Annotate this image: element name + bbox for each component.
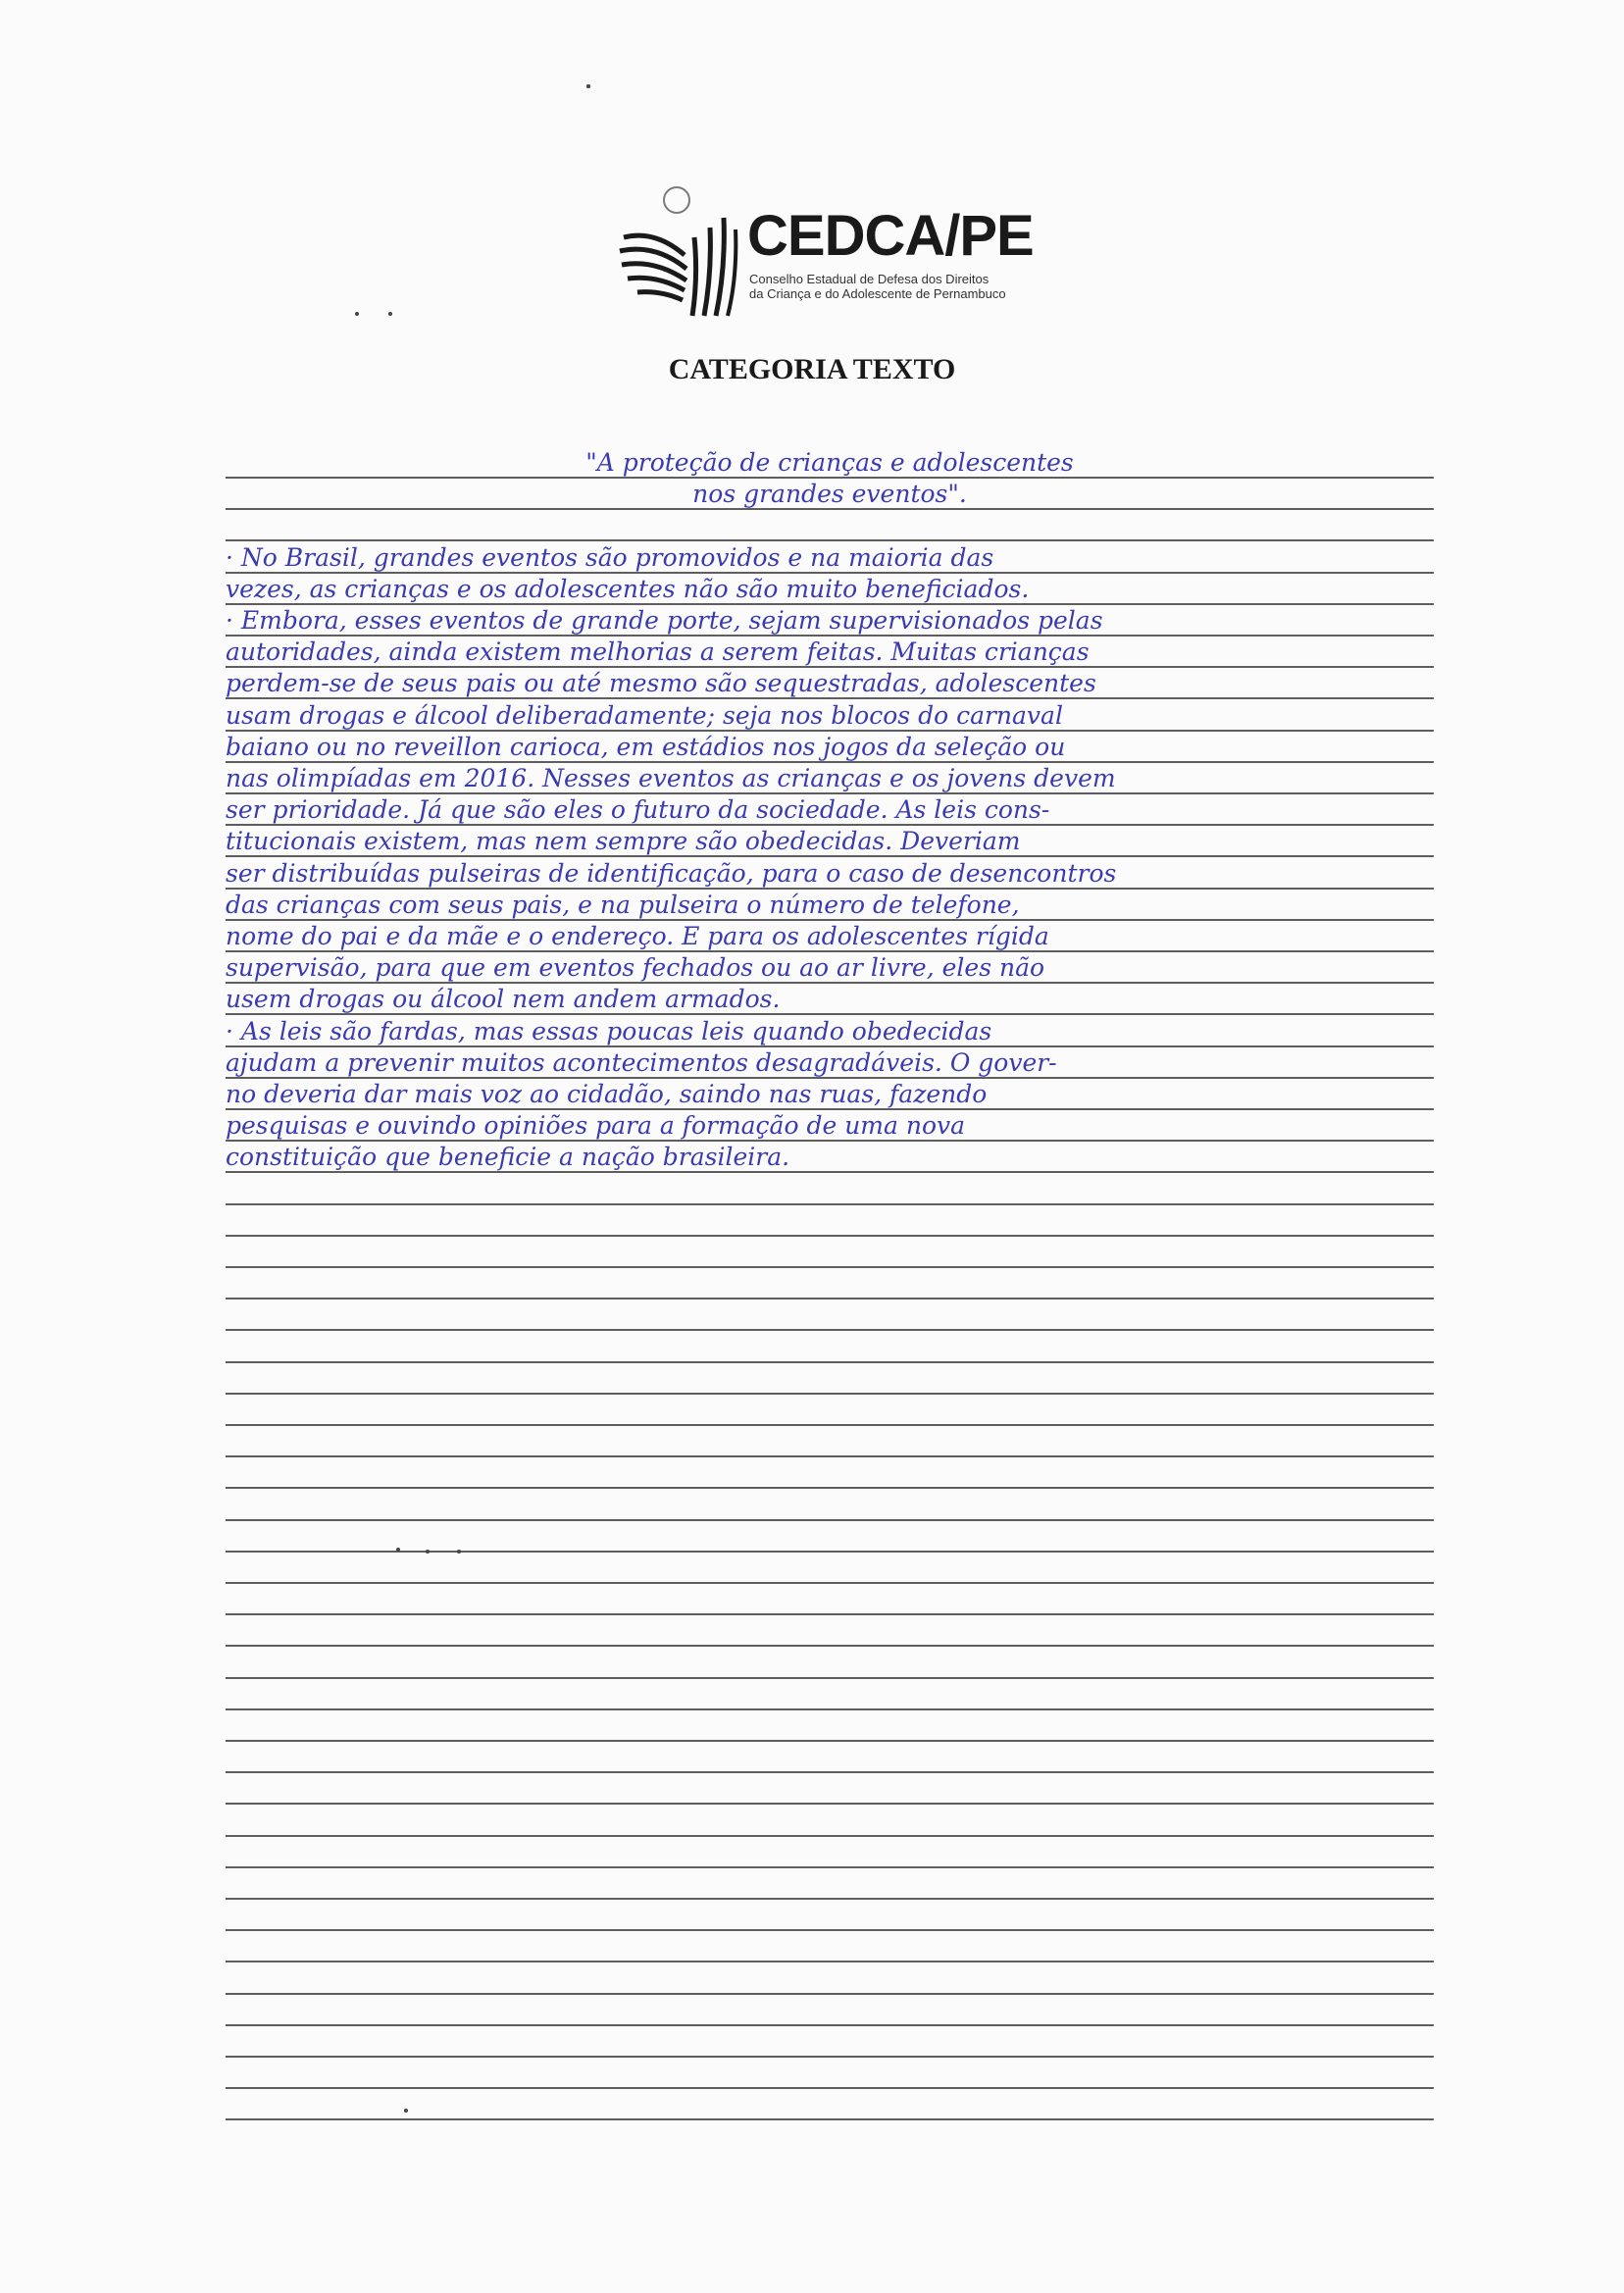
ruled-line bbox=[226, 1835, 1434, 1837]
ruled-line bbox=[226, 1708, 1434, 1710]
essay-text-line: · No Brasil, grandes eventos são promovidos e na maioria das bbox=[226, 543, 994, 572]
ruled-line bbox=[226, 1235, 1434, 1237]
ruled-line bbox=[226, 1455, 1434, 1457]
essay-text-line: constituição que beneficie a nação brasileira. bbox=[226, 1143, 790, 1171]
essay-title-line: nos grandes eventos". bbox=[692, 480, 967, 508]
logo-name: CEDCA/PE bbox=[747, 204, 1034, 268]
essay-text-line: baiano ou no reveillon carioca, em estádios nos jogos da seleção ou bbox=[226, 733, 1066, 761]
scan-speck bbox=[457, 1550, 461, 1554]
essay-text-line: usem drogas ou álcool nem andem armados. bbox=[226, 985, 781, 1013]
ruled-line bbox=[226, 1298, 1434, 1299]
cedca-emblem-icon bbox=[616, 178, 743, 326]
ruled-line bbox=[226, 1803, 1434, 1805]
ruled-line bbox=[226, 1424, 1434, 1426]
ruled-line bbox=[226, 2087, 1434, 2089]
essay-text-line: usam drogas e álcool deliberadamente; seja nos blocos do carnaval bbox=[226, 701, 1063, 730]
scan-speck bbox=[388, 312, 392, 316]
category-heading: CATEGORIA TEXTO bbox=[668, 353, 956, 385]
ruled-line bbox=[226, 1487, 1434, 1489]
ruled-line bbox=[226, 1993, 1434, 1995]
essay-text-line: pesquisas e ouvindo opiniões para a formação de uma nova bbox=[226, 1111, 966, 1140]
essay-text-line: nome do pai e da mãe e o endereço. E para os adolescentes rígida bbox=[226, 922, 1049, 950]
ruled-line bbox=[226, 2024, 1434, 2026]
essay-text-line: ser distribuídas pulseiras de identificação, para o caso de desencontros bbox=[226, 859, 1117, 888]
scan-speck bbox=[355, 312, 359, 316]
logo-subtitle-line-1: Conselho Estadual de Defesa dos Direitos bbox=[749, 272, 990, 286]
scan-speck bbox=[586, 84, 590, 88]
ruled-line bbox=[226, 1551, 1434, 1553]
essay-text-line: no deveria dar mais voz ao cidadão, saindo nas ruas, fazendo bbox=[226, 1080, 988, 1108]
ruled-line bbox=[226, 1740, 1434, 1742]
ruled-line bbox=[226, 1519, 1434, 1521]
essay-text-line: nas olimpíadas em 2016. Nesses eventos as crianças e os jovens devem bbox=[226, 764, 1116, 792]
essay-text-line: autoridades, ainda existem melhorias a serem feitas. Muitas crianças bbox=[226, 637, 1090, 666]
logo-subtitle-line-2: da Criança e do Adolescente de Pernambuco bbox=[749, 286, 1006, 301]
ruled-line bbox=[226, 1393, 1434, 1395]
ruled-line bbox=[226, 1203, 1434, 1205]
essay-text-line: ser prioridade. Já que são eles o futuro da sociedade. As leis cons- bbox=[226, 795, 1050, 824]
ruled-line bbox=[226, 1866, 1434, 1868]
ruled-line bbox=[226, 1898, 1434, 1900]
scan-speck bbox=[404, 2109, 408, 2113]
ruled-line bbox=[226, 1645, 1434, 1647]
essay-text-line: ajudam a prevenir muitos acontecimentos desagradáveis. O gover- bbox=[226, 1048, 1057, 1077]
ruled-line bbox=[226, 1961, 1434, 1962]
scan-speck bbox=[396, 1548, 400, 1552]
ruled-line bbox=[226, 2118, 1434, 2120]
ruled-line bbox=[226, 1266, 1434, 1268]
ruled-line bbox=[226, 1677, 1434, 1679]
logo-subtitle bbox=[749, 272, 1043, 301]
essay-text-line: · Embora, esses eventos de grande porte, sejam supervisionados pelas bbox=[226, 606, 1103, 635]
ruled-line bbox=[226, 1329, 1434, 1331]
ruled-line bbox=[226, 1771, 1434, 1773]
ruled-line bbox=[226, 1613, 1434, 1615]
ruled-line bbox=[226, 1582, 1434, 1584]
essay-text-line: · As leis são fardas, mas essas poucas leis quando obedecidas bbox=[226, 1017, 992, 1045]
ruled-line bbox=[226, 1361, 1434, 1363]
essay-text-line: vezes, as crianças e os adolescentes não são muito beneficiados. bbox=[226, 575, 1030, 603]
scan-speck bbox=[426, 1550, 430, 1554]
essay-text-line: das crianças com seus pais, e na pulseira o número de telefone, bbox=[226, 891, 1020, 919]
ruled-line bbox=[226, 2056, 1434, 2058]
essay-text-line: perdem-se de seus pais ou até mesmo são sequestradas, adolescentes bbox=[226, 669, 1096, 697]
essay-text-line bbox=[226, 508, 1434, 543]
essay-title-line: "A proteção de crianças e adolescentes bbox=[585, 448, 1074, 477]
cedca-logo bbox=[616, 178, 1038, 326]
essay-text-line: titucionais existem, mas nem sempre são obedecidas. Deveriam bbox=[226, 827, 1021, 855]
ruled-line bbox=[226, 1929, 1434, 1931]
essay-text-line: supervisão, para que em eventos fechados ou ao ar livre, eles não bbox=[226, 953, 1045, 982]
